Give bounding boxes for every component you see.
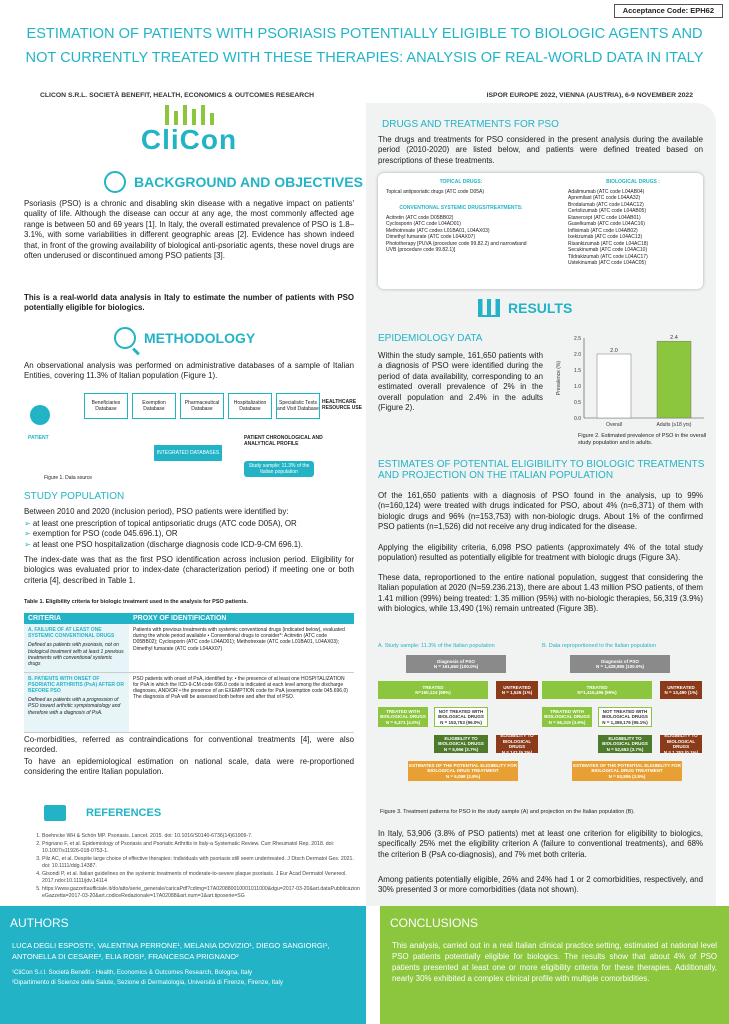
x-tick-label: Overall [606, 422, 622, 428]
results-text-2: Among patients potentially eligible, 26% and 24% had 1 or 2 comorbidities, respectively, and 30% presented 3 or more comorbidities (data not shown). [378, 875, 703, 895]
epidemiology-heading: EPIDEMIOLOGY DATA [378, 333, 483, 344]
epidemiology-text: Within the study sample, 161,650 patients with a diagnosis of PSO were identified during the period of data availability, corresponding to an estimated overall prevalence of 2% in the overall population and 2.4% in the adults (Figure 2). [378, 351, 543, 413]
methodology-text: An observational analysis was performed on administrative databases of a sample of Italian Entities, covering 11.3% of Italian population (Figure 1). [24, 361, 354, 381]
conference: ISPOR EUROPE 2022, VIENNA (AUSTRIA), 6-9 NOVEMBER 2022 [486, 92, 693, 99]
study-pop-heading: STUDY POPULATION [24, 491, 125, 502]
drugs-text: The drugs and treatments for PSO considered in the present analysis during the available period (2010-2020) are listed below, and patients were defined treated based on prescriptions of these treatments. [378, 135, 703, 165]
results-heading: RESULTS [478, 299, 572, 317]
y-tick-label: 2.5 [574, 336, 581, 342]
list-item: Secukinumab (ATC code L04AC10) [568, 247, 648, 253]
list-item: Guselkumab (ATC code L04AC16) [568, 221, 645, 227]
list-item: Ustekinumab (ATC code L04AC05) [568, 260, 646, 266]
national-text: To have an epidemiological estimation on national scale, data were re-proportioned considering the entire Italian population. [24, 757, 354, 777]
figure1-caption: Figure 1. Data source [44, 475, 93, 481]
list-item: Brodalumab (ATC code L04AC12) [568, 201, 644, 208]
affiliation-2: ²Dipartimento di Scienze della Salute, Sezione di Dermatologia, Università di Firenze, Firenze, Italy [12, 979, 283, 986]
index-date-text: The index-date was that as the first PSO identification across inclusion period. Eligibility for biologics was evaluated prior to index-date (characterization period) if meeting one or both criteria [4], described in Table 1. [24, 555, 354, 585]
table1-caption: Table 1. Eligibility criteria for biologic treatment used in the analysis for PSO patients. [24, 599, 248, 605]
authors-heading: AUTHORS [10, 916, 69, 930]
table-header: PROXY OF IDENTIFICATION [129, 613, 354, 624]
references-list [32, 833, 362, 901]
affiliation-1: ¹CliCon S.r.l. Società Benefit - Health, Economics & Outcomes Research, Bologna, Italy [12, 969, 253, 976]
list-item: Topical antipsoriatic drugs (ATC code D05A) [386, 188, 485, 195]
y-axis-label: Prevalence (%) [556, 360, 562, 396]
list-item: Acitretin (ATC code D05BB02) [386, 214, 454, 221]
bar [657, 341, 691, 418]
flow-estimate-box: ESTIMATES OF THE POTENTIAL ELIGIBILITY FOR BIOLOGICAL DRUG TREATMENT N = 53,906 (3.8%) [572, 761, 682, 781]
y-tick-label: 2.0 [574, 352, 581, 358]
title-line-2: NOT CURRENTLY TREATED WITH THESE THERAPIES: ANALYSIS OF REAL-WORLD DATA IN ITALY [25, 50, 704, 66]
bar [597, 354, 631, 418]
results-text-1: In Italy, 53,906 (3.8% of PSO patients) met at least one criterion for eligibility to biologics, specifically 25% met the eligibility criterion A (failure to conventional treatments), and 68% the criterion B (PsA co-diagnosis), and 7% met both criteria. [378, 829, 703, 859]
prevalence-chart [552, 326, 712, 436]
flow-nonbio-box: NOT TREATED WITH BIOLOGICAL DRUGS N = 153,753 (96.0%) [434, 707, 488, 727]
bar-chart-icon [478, 299, 500, 317]
flow-nonbio-box: NOT TREATED WITH BIOLOGICAL DRUGS N = 1,359,176 (95.1%) [598, 707, 652, 727]
flowchart-a: A. Study sample: 11.3% of the Italian population Diagnosis of PSO N = 161,650 (100.0%) TREATED N=160,124 (99%) UNTREATED N = 1,526 (1%) TREATED WITH BIOLOGICAL DRUGS N = 6,371 (4.0%) NOT TREATED WITH BIOLOGICAL DRUGS N = 153,753 (96.0%) ELIGIBILITY TO BIOLOGICAL DRUGS N = 5,956 (3.7%) ELIGIBILITY TO BIOLOGICAL DRUGS N = 142 (9.3%) ESTIMATES OF THE POTENTIAL ELIGIBILITY FOR BIOLOGICAL DRUG TREATMENT N = 6,098 (3.8%) [378, 643, 538, 793]
flow-untreated-box: UNTREATED N = 1,526 (1%) [496, 681, 538, 699]
healthcare-label: HEALTHCARE RESOURCE USE [322, 399, 363, 411]
list-item: 3. Pilz AC, et al. Despite large choice of effective therapies: Individuals with psoriasis still seem undertreated. J Dtsch Dermatol Ges. 2021. doi: 10.1111/ddg.14387. [42, 856, 362, 871]
db-beneficiaries: Beneficiaries Database [84, 393, 128, 419]
conventional-heading: CONVENTIONAL SYSTEMIC DRUGS/TREATMENTS: [399, 205, 523, 211]
magnifier-icon [114, 327, 136, 349]
estimates-text-2: Applying the eligibility criteria, 6,098 PSO patients (approximately 4% of the total study population) resulted as potentially eligible for treatment with biologic drugs (Figure 3A). [378, 543, 703, 563]
db-exemption: Exemption Database [132, 393, 176, 419]
flow-diag-box: Diagnosis of PSO N = 1,428,985 (100.0%) [570, 655, 670, 673]
patient-label: PATIENT [28, 435, 49, 441]
flow-untreated-box: UNTREATED N = 13,490 (1%) [660, 681, 702, 699]
integrated-db: INTEGRATED DATABASES [154, 445, 222, 461]
left-column [14, 103, 364, 906]
flow-bio-box: TREATED WITH BIOLOGICAL DRUGS N = 56,319 (3.9%) [542, 707, 592, 727]
table-header: CRITERIA [24, 613, 129, 624]
sample-badge: Study sample: 11.3% of the Italian population [244, 461, 314, 477]
methodology-heading: METHODOLOGY [114, 327, 255, 349]
flow-treated-box: TREATED N=1,415,495 (99%) [542, 681, 652, 699]
db-specialistic: Specialistic Tests and Visit Database [276, 393, 320, 419]
clicon-logo: CliCon [114, 103, 264, 159]
list-item: ➢ at least one PSO hospitalization (discharge diagnosis code ICD-9-CM 696.1). [24, 540, 354, 550]
flowchart-b: B. Data reproportioned to the Italian population Diagnosis of PSO N = 1,428,985 (100.0%) TREATED N=1,415,495 (99%) UNTREATED N = 13,490 (1%) TREATED WITH BIOLOGICAL DRUGS N = 56,319 (3.9%) NOT TREATED WITH BIOLOGICAL DRUGS N = 1,359,176 (95.1%) ELIGIBILITY TO BIOLOGICAL DRUGS N = 52,653 (3.7%) ELIGIBILITY TO BIOLOGICAL DRUGS N = 1,253 (0.1%) ESTIMATES OF THE POTENTIAL ELIGIBILITY FOR BIOLOGICAL DRUG TREATMENT N = 53,906 (3.8%) [542, 643, 702, 793]
data-source-diagram [24, 393, 363, 503]
flow-elig1-box: ELIGIBILITY TO BIOLOGICAL DRUGS N = 5,956 (3.7%) [434, 735, 488, 753]
flow-elig1-box: ELIGIBILITY TO BIOLOGICAL DRUGS N = 52,653 (3.7%) [598, 735, 652, 753]
objective-text: This is a real-world data analysis in Italy to estimate the number of patients with PSO potentially eligible for biologics. [24, 293, 354, 313]
list-item: Infliximab (ATC code L04AB02) [568, 227, 638, 234]
y-tick-label: 1.5 [574, 368, 581, 374]
conclusions-heading: CONCLUSIONS [390, 916, 479, 930]
conclusions-panel [380, 906, 729, 1024]
background-heading: BACKGROUND AND OBJECTIVES [104, 171, 363, 193]
biological-heading: BIOLOGICAL DRUGS : [606, 179, 660, 185]
flow-elig2-box: ELIGIBILITY TO BIOLOGICAL DRUGS N = 1,253 (0.1%) [660, 735, 702, 753]
flow-estimate-box: ESTIMATES OF THE POTENTIAL ELIGIBILITY FOR BIOLOGICAL DRUG TREATMENT N = 6,098 (3.8%) [408, 761, 518, 781]
authors-panel [0, 906, 366, 1024]
study-pop-text: Between 2010 and 2020 (inclusion period), PSO patients were identified by: [24, 507, 289, 516]
list-item: Tildrakizumab (ATC code L04AC17) [568, 253, 648, 260]
list-item: Adalimumab (ATC code L04AB04) [568, 188, 645, 195]
y-tick-label: 0.5 [574, 400, 581, 406]
eligibility-table [24, 613, 354, 733]
list-item: Certolizumab (ATC code L04AB05) [568, 208, 646, 214]
db-pharmaceutical: Pharmaceutical Database [180, 393, 224, 419]
org-name: CLICON S.R.L. SOCIETÀ BENEFIT, HEALTH, ECONOMICS & OUTCOMES RESEARCH [40, 92, 315, 99]
estimates-heading: ESTIMATES OF POTENTIAL ELIGIBILITY TO BIOLOGIC TREATMENTS AND PROJECTION ON THE ITALIAN POPULATION [378, 459, 705, 481]
list-item: Cyclosporin (ATC code L04AD01) [386, 221, 461, 227]
table-row: B. PATIENTS WITH ONSET OF PSORIATIC ARTHRITIS (PsA) AFTER OR BEFORE PSO Defined as patients with a progression of PSO toward arthritic symptomatology and therefore with a diagnosis of PsA. PSO patients with onset of PsA, identified by: • the presence of at least one HOSPITALIZATION for PsA in which the ICD-9-CM code 696.0 code is indicated at each level among the discharge diagnoses, AND/OR • the presence of an EXEMPTION code for PsA (exemption code 045.696.0) The diagnosis of PsA will be assessed both before and after that of PSO. [24, 672, 354, 732]
inclusion-list [24, 519, 354, 550]
patient-icon [30, 405, 50, 425]
list-item: Ixekizumab (ATC code L04AC13) [568, 234, 643, 240]
list-item: Etanercept (ATC code L04AB01) [568, 214, 641, 221]
conclusions-text: This analysis, carried out in a real Italian clinical practice setting, estimated at national level PSO patients potentially eligible for biologics. The results show that about 4% of PSO patients presented at least one or more eligibility criteria for these therapies. Additionally, nearly 30% exhibited a complex clinical profile with multiple comorbidities. [392, 941, 717, 983]
drugs-box [378, 173, 703, 289]
bar-value-label: 2.0 [610, 348, 618, 354]
profile-label: PATIENT CHRONOLOGICAL AND ANALYTICAL PROFILE [244, 435, 323, 447]
topical-heading: TOPICAL DRUGS: [439, 179, 483, 185]
list-item: 4. Gisondi P, et al. Italian guidelines on the systemic treatments of moderate-to-severe plaque psoriasis. J Eur Acad Dermatol Venereol. 2017.ndoi:10.1111/jdv.14114 [42, 871, 362, 886]
figure2-caption: Figure 2. Estimated prevalence of PSO in the overall study population and in adults. [578, 433, 707, 446]
drugs-heading: DRUGS AND TREATMENTS FOR PSO [382, 119, 559, 130]
list-item: ➢ exemption for PSO (code 045.696.1), OR [24, 529, 354, 539]
estimates-text-1: Of the 161,650 patients with a diagnosis of PSO found in the analysis, up to 99% (n=160,124) were treated with drugs indicated for PSO, about 4% (n=6,371) of them with biologic drugs and 96% (n=153,753) with non-biologic drugs. About 1% of the confirmed PSO patients (n=1,526) did not receive any drug indicated for the disease. [378, 491, 703, 532]
list-item: Methotrexate (ATC codes L01BA01, L04AX03) [386, 227, 490, 234]
y-tick-label: 1.0 [574, 384, 581, 390]
title-line-1: ESTIMATION OF PATIENTS WITH PSORIASIS POTENTIALLY ELIGIBLE TO BIOLOGIC AGENTS AND [26, 26, 703, 42]
list-item: Phototherapy [PUVA (procedure code 99.82.2) and narrowband UVB (procedure code 99.82.1)] [386, 240, 527, 253]
flow-bio-box: TREATED WITH BIOLOGICAL DRUGS N = 6,371 (4.0%) [378, 707, 428, 727]
flow-diag-box: Diagnosis of PSO N = 161,650 (100.0%) [406, 655, 506, 673]
list-item: Dimethyl fumarate (ATC code L04AX07) [386, 234, 476, 240]
book-icon [44, 805, 66, 821]
acceptance-code: Acceptance Code: EPH62 [614, 4, 723, 18]
x-tick-label: Adults (≥18 yrs) [656, 422, 692, 428]
list-item: ➢ at least one prescription of topical antipsoriatic drugs (ATC code D05A), OR [24, 519, 354, 529]
list-item: Apremilast (ATC code L04AA32) [568, 195, 641, 201]
table-row: A. FAILURE OF AT LEAST ONE SYSTEMIC CONVENTIONAL DRUGS Defined as patients with psoriasis, not on biological treatment with at least 1 previous treatments with conventional systemic drugs Patients with previous treatments with systemic conventional drugs (indicated below), evaluated during the whole period available • Conventional drugs to consider*: Acitretin (ATC code D05BB02); Cyclosporin (ATC code L04AD01); Methotrexate (ATC code L01BA01, L04AX03); Dimethyl fumarate (ATC code L04AX07) [24, 624, 354, 672]
poster-title [0, 22, 729, 70]
flow-elig2-box: ELIGIBILITY TO BIOLOGICAL DRUGS N = 142 (9.3%) [496, 735, 538, 753]
estimates-text-3: These data, reproportioned to the entire national population, suggest that considering the Italian population at 2020 (N=59.236.213), there are about 1.43 million PSO patients, of them 1.41 million (99%) being treated: 1.35 million (95%) with no-biologic therapies, 56,319 (3.9%) with biologics, while 13,490 (1%) remain untreated (Figure 3B). [378, 573, 703, 614]
bar-value-label: 2.4 [670, 335, 678, 342]
figure3-caption: Figure 3. Treatment patterns for PSO in the study sample (A) and projection on the Italian population (B). [380, 809, 635, 815]
y-tick-label: 0.0 [574, 416, 581, 422]
list-item: Risankizumab (ATC code L04AC18) [568, 240, 649, 247]
comorbidity-text: Co-morbidities, referred as contraindications for conventional treatments [4], were also recorded. [24, 735, 354, 755]
org-bar [40, 92, 693, 99]
list-item: 1. Boehncke WH & Schön MP. Psoriasis. Lancet. 2015. doi: 10.1016/S0140-6736(14)61909-7. [42, 833, 362, 841]
db-hospitalization: Hospitalization Database [228, 393, 272, 419]
flow-treated-box: TREATED N=160,124 (99%) [378, 681, 488, 699]
right-column [366, 103, 716, 906]
list-item: 2. Prignano F, et al. Epidemiology of Psoriasis and Psoriatic Arthritis in Italy-a Systematic Review. Curr Rheumatol Rep. 2018. doi: 10.1007/s11926-018-0753-1. [42, 841, 362, 856]
background-text: Psoriasis (PSO) is a chronic and disabling skin disease with a negative impact on patients' quality of life. Although the disease can occur at any age, the most commonly affected age range is between 50 and 69 years [1]. In Italy, the overall estimated prevalence of PSO is 1.8–3.1%, with some variabilities in different geographic areas [2]. Evidence has shown indeed that, in front of the growing availability of biological anti-psoriatic agents, these novel drugs are often underused or discontinued among PSO patients [3]. [24, 199, 354, 261]
references-heading: REFERENCES [44, 805, 161, 821]
recycle-icon [104, 171, 126, 193]
list-item: 5. https://www.gazzettaufficiale.it/do/atto/serie_generale/caricaPdf?cdimg=17A020880010001011000&dgu=2017-03-20&art.dataPubblicazioneGazzetta=2017-03-20&art.codiceRedazionale=17A02088&art.num=1&art.tiposerie=SG [42, 886, 362, 901]
author-names: LUCA DEGLI ESPOSTI¹, VALENTINA PERRONE¹, MELANIA DOVIZIO¹, DIEGO SANGIORGI¹, ANTONELLA DI CESARE², ELIA ROSI², FRANCESCA PRIGNANO² [12, 941, 330, 961]
